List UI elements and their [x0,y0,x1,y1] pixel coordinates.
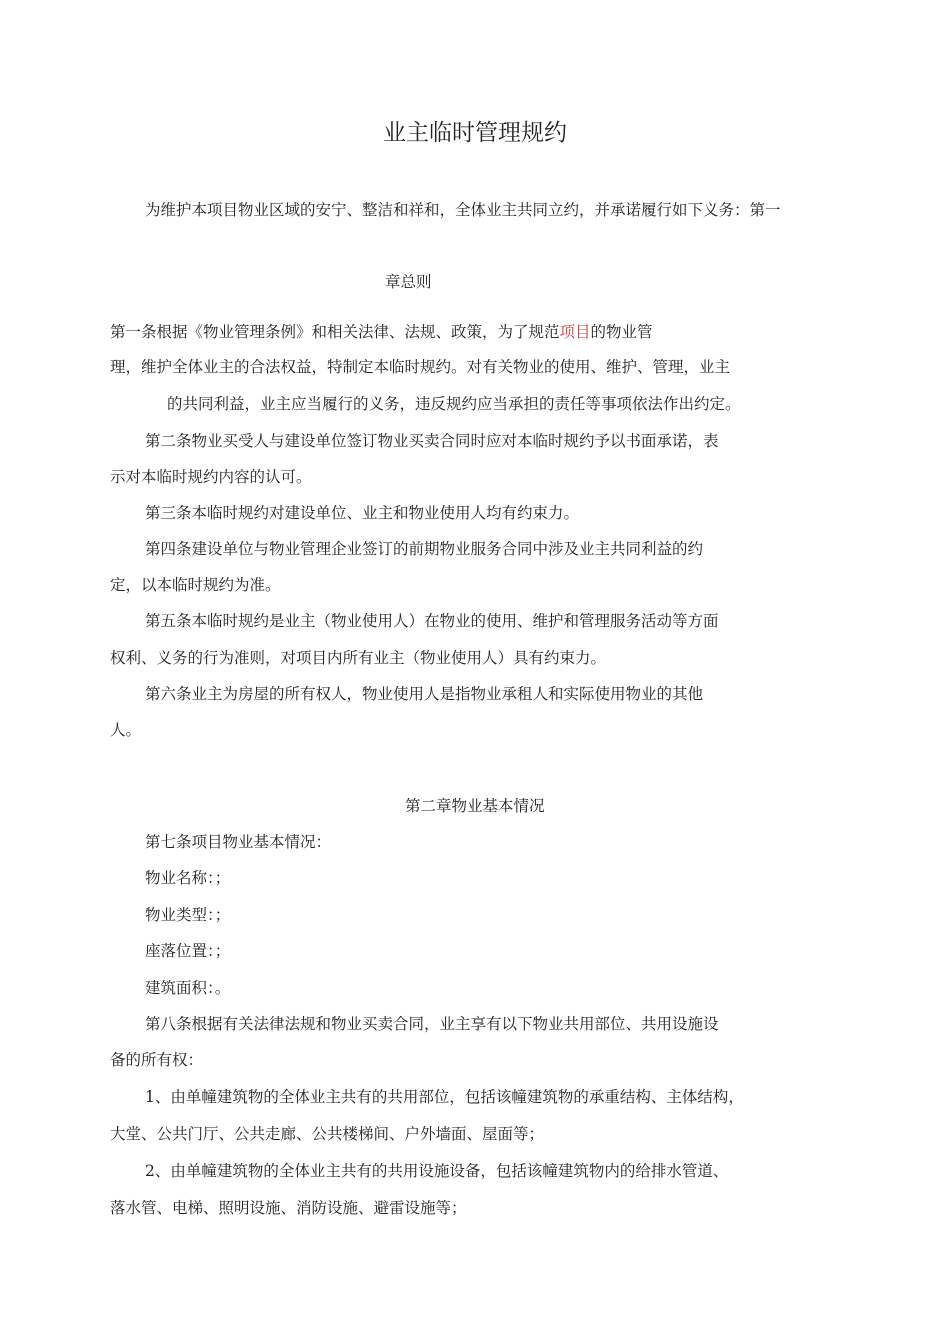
chapter-1-heading: 章总则 [385,273,432,291]
article-1-line-3: 的共同利益，业主应当履行的义务，违反规约应当承担的责任等事项依法作出约定。 [167,395,741,413]
article-3-line-1: 第三条本临时规约对建设单位、业主和物业使用人均有约束力。 [145,504,580,522]
article-4-line-2: 定，以本临时规约为准。 [110,576,281,594]
article-2-line-2: 示对本临时规约内容的认可。 [110,468,312,486]
document-title: 业主临时管理规约 [383,120,567,146]
article-8-line-1: 第八条根据有关法律法规和物业买卖合同，业主享有以下物业共用部位、共用设施设 [145,1015,719,1033]
article-1-line-1 [110,322,653,342]
project-placeholder: 项目 [559,323,591,341]
article-2-line-1: 第二条物业买受人与建设单位签订物业买卖合同时应对本临时规约予以书面承诺，表 [145,432,719,450]
property-type-field: 物业类型：； [145,906,231,924]
chapter-2-heading: 第二章物业基本情况 [405,797,545,815]
article-1-text-a: 第一条根据《物业管理条例》和相关法律、法规、政策，为了规范 [110,323,560,341]
article-1-line-2: 理，维护全体业主的合法权益，特制定本临时规约。对有关物业的使用、维护、管理，业主 [110,358,731,376]
article-1-text-b: 的物业管 [590,323,653,341]
item-2-line-1: 2、由单幢建筑物的全体业主共有的共用设施设备，包括该幢建筑物内的给排水管道、 [145,1162,729,1180]
item-1-line-1: 1、由单幢建筑物的全体业主共有的共用部位，包括该幢建筑物的承重结构、主体结构， [145,1088,744,1106]
property-area-field: 建筑面积：。 [145,979,231,997]
item-1-line-2: 大堂、公共门厅、公共走廊、公共楼梯间、户外墙面、屋面等； [110,1125,545,1143]
article-8-line-2: 备的所有权： [110,1051,204,1069]
article-7-line-1: 第七条项目物业基本情况： [145,833,332,851]
article-5-line-1: 第五条本临时规约是业主（物业使用人）在物业的使用、维护和管理服务活动等方面 [145,612,719,630]
article-6-line-1: 第六条业主为房屋的所有权人，物业使用人是指物业承租人和实际使用物业的其他 [145,685,704,703]
article-5-line-2: 权利、义务的行为准则，对项目内所有业主（物业使用人）具有约束力。 [110,649,607,667]
item-2-line-2: 落水管、电梯、照明设施、消防设施、避雷设施等； [110,1199,467,1217]
article-6-line-2: 人。 [110,721,142,739]
article-4-line-1: 第四条建设单位与物业管理企业签订的前期物业服务合同中涉及业主共同利益的约 [145,540,704,558]
property-name-field: 物业名称：； [145,869,231,887]
property-location-field: 座落位置：； [145,942,231,960]
preamble-line-1: 为维护本项目物业区域的安宁、整洁和祥和，全体业主共同立约，并承诺履行如下义务：第一 [145,201,781,219]
